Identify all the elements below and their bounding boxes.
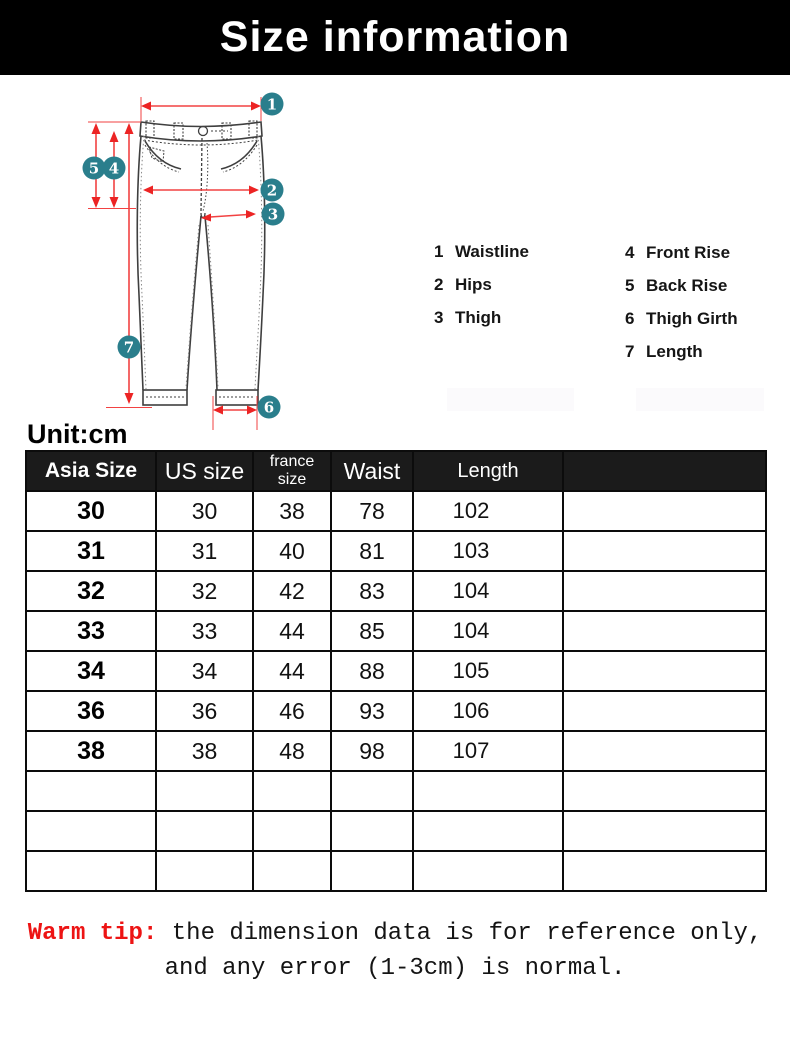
- badge-4-number: 4: [108, 159, 120, 178]
- legend-label: Length: [646, 342, 703, 361]
- table-row-empty: [26, 851, 766, 891]
- cell-waist: 85: [331, 611, 413, 651]
- cell-length: 107: [413, 731, 563, 771]
- legend-label: Front Rise: [646, 243, 731, 262]
- legend-item-waistline: [434, 242, 529, 275]
- cell-france: [253, 811, 331, 851]
- cell-waist: 83: [331, 571, 413, 611]
- legend-num: 3: [434, 308, 444, 327]
- legend-item-front-rise: [625, 243, 738, 276]
- table-row: [26, 611, 766, 651]
- col-header-france-size: france size: [253, 451, 331, 491]
- legend-num: 1: [434, 242, 444, 261]
- warm-tip: [0, 916, 790, 986]
- cell-france: 46: [253, 691, 331, 731]
- measure-legend-right: [625, 243, 738, 375]
- cell-waist: [331, 771, 413, 811]
- cell-length: [413, 851, 563, 891]
- cell-asia: 32: [26, 571, 156, 611]
- legend-num: 6: [625, 309, 635, 328]
- cell-extra: [563, 851, 766, 891]
- table-row-empty: [26, 811, 766, 851]
- cell-asia: 34: [26, 651, 156, 691]
- table-row: [26, 531, 766, 571]
- legend-item-length: [625, 342, 738, 375]
- size-table-header-row: [26, 451, 766, 491]
- cell-waist: [331, 811, 413, 851]
- cell-us: 32: [156, 571, 253, 611]
- legend-item-hips: [434, 275, 529, 308]
- cell-asia: 36: [26, 691, 156, 731]
- size-table: [25, 450, 767, 892]
- cell-extra: [563, 691, 766, 731]
- legend-label: Thigh Girth: [646, 309, 738, 328]
- badge-5-number: 5: [88, 159, 100, 178]
- warm-tip-prefix: Warm tip:: [27, 920, 158, 947]
- legend-num: 4: [625, 243, 635, 262]
- badge-7-number: 7: [123, 338, 135, 357]
- cell-length: 104: [413, 611, 563, 651]
- table-row: [26, 571, 766, 611]
- table-row: [26, 731, 766, 771]
- cell-extra: [563, 611, 766, 651]
- watermark-remnant: [447, 388, 574, 411]
- badge-2-number: 2: [266, 181, 278, 200]
- warm-tip-text1: the dimension data is for reference only,: [171, 920, 763, 947]
- col-header-length: Length: [413, 451, 563, 491]
- cell-us: 30: [156, 491, 253, 531]
- cell-us: 31: [156, 531, 253, 571]
- cell-asia: 31: [26, 531, 156, 571]
- cell-france: 44: [253, 611, 331, 651]
- cell-waist: 93: [331, 691, 413, 731]
- cell-us: [156, 771, 253, 811]
- cell-length: 103: [413, 531, 563, 571]
- measure-legend-left: [434, 242, 529, 341]
- cell-france: [253, 851, 331, 891]
- cell-waist: 98: [331, 731, 413, 771]
- cell-us: 36: [156, 691, 253, 731]
- warm-tip-line2: and any error (1-3cm) is normal.: [164, 955, 626, 982]
- cell-extra: [563, 531, 766, 571]
- cell-length: 105: [413, 651, 563, 691]
- col-header-waist: Waist: [331, 451, 413, 491]
- cell-france: 44: [253, 651, 331, 691]
- legend-num: 2: [434, 275, 444, 294]
- table-row: [26, 491, 766, 531]
- cell-length: 106: [413, 691, 563, 731]
- cell-france: 40: [253, 531, 331, 571]
- cell-length: 104: [413, 571, 563, 611]
- cell-extra: [563, 651, 766, 691]
- col-header-us-size: US size: [156, 451, 253, 491]
- cell-length: [413, 811, 563, 851]
- cell-asia: [26, 851, 156, 891]
- cell-extra: [563, 731, 766, 771]
- legend-num: 7: [625, 342, 635, 361]
- badge-3-number: 3: [267, 205, 279, 224]
- header-bar: [0, 0, 790, 75]
- col-header-asia-size: Asia Size: [26, 451, 156, 491]
- cell-france: 42: [253, 571, 331, 611]
- legend-num: 5: [625, 276, 635, 295]
- cell-extra: [563, 571, 766, 611]
- cell-extra: [563, 811, 766, 851]
- legend-label: Hips: [455, 275, 492, 294]
- cell-us: [156, 811, 253, 851]
- table-row-empty: [26, 771, 766, 811]
- legend-item-back-rise: [625, 276, 738, 309]
- legend-label: Waistline: [455, 242, 529, 261]
- badge-1-number: 1: [266, 95, 278, 114]
- cell-waist: 78: [331, 491, 413, 531]
- badge-6-number: 6: [263, 398, 275, 417]
- cell-asia: 38: [26, 731, 156, 771]
- cell-length: 102: [413, 491, 563, 531]
- cell-asia: [26, 811, 156, 851]
- cell-france: 38: [253, 491, 331, 531]
- pants-sketch: [137, 121, 264, 405]
- cell-asia: [26, 771, 156, 811]
- legend-label: Back Rise: [646, 276, 728, 295]
- unit-label: Unit:cm: [27, 419, 128, 449]
- cell-extra: [563, 491, 766, 531]
- cell-us: [156, 851, 253, 891]
- cell-length: [413, 771, 563, 811]
- cell-asia: 33: [26, 611, 156, 651]
- legend-item-thigh: [434, 308, 529, 341]
- table-row: [26, 691, 766, 731]
- cell-france: [253, 771, 331, 811]
- cell-extra: [563, 771, 766, 811]
- cell-us: 34: [156, 651, 253, 691]
- cell-france: 48: [253, 731, 331, 771]
- cell-waist: 81: [331, 531, 413, 571]
- col-header-extra: [563, 451, 766, 491]
- cell-us: 38: [156, 731, 253, 771]
- watermark-remnant: [636, 388, 764, 411]
- warm-tip-line1: [0, 916, 790, 951]
- cell-asia: 30: [26, 491, 156, 531]
- table-row: [26, 651, 766, 691]
- legend-item-thigh-girth: [625, 309, 738, 342]
- dimension-arrows: [88, 97, 261, 430]
- page-title: Size information: [219, 13, 571, 61]
- cell-waist: [331, 851, 413, 891]
- legend-label: Thigh: [455, 308, 502, 327]
- cell-waist: 88: [331, 651, 413, 691]
- cell-us: 33: [156, 611, 253, 651]
